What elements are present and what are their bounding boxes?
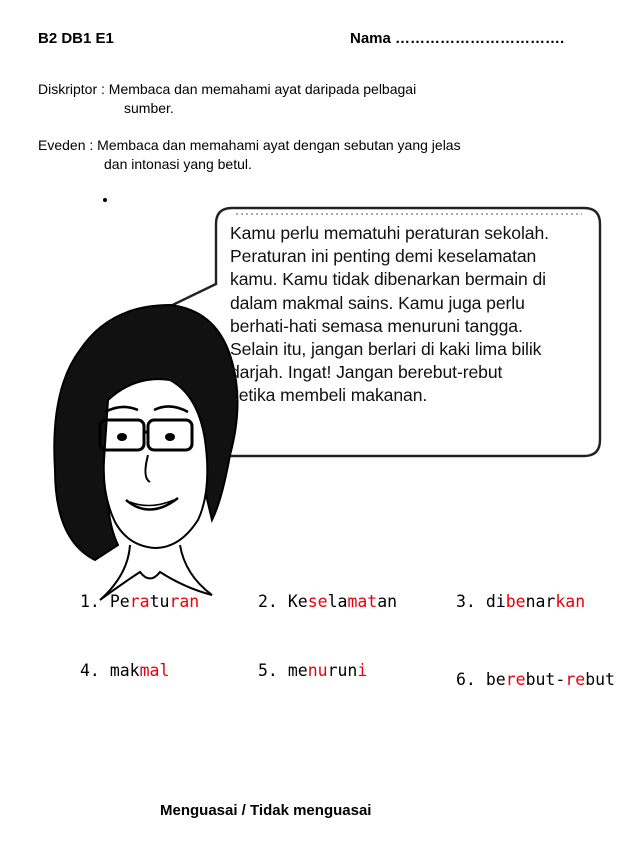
speech-line: kamu. Kamu tidak dibenarkan bermain di	[230, 269, 546, 290]
syllable-highlighted: mat	[347, 592, 378, 611]
syllable-highlighted: re	[505, 670, 526, 689]
speech-line: dalam makmal sains. Kamu juga perlu	[230, 292, 525, 313]
syllable: la	[327, 592, 348, 611]
word-item-4	[80, 661, 169, 680]
speech-line: Peraturan ini penting demi keselamatan	[230, 246, 537, 267]
syllable: an	[377, 592, 398, 611]
syllable: nar	[525, 592, 556, 611]
syllable-highlighted: be	[505, 592, 526, 611]
syllable-highlighted: re	[565, 670, 586, 689]
syllable: run	[327, 661, 358, 680]
speech-line: Kamu perlu mematuhi peraturan sekolah.	[230, 223, 549, 243]
speech-line: berhati-hati semasa menuruni tangga.	[230, 315, 523, 336]
speech-line: Selain itu, jangan berlari di kaki lima bilik	[230, 339, 542, 360]
syllable: but	[585, 670, 615, 689]
diskriptor-text: Diskriptor : Membaca dan memahami ayat daripada pelbagai	[38, 81, 417, 97]
word-item-5	[258, 661, 367, 680]
speech-line: ketika membeli makanan.	[230, 385, 428, 406]
word-number: 3.	[456, 592, 486, 611]
word-item-3	[456, 592, 585, 611]
syllable-highlighted: ra	[129, 592, 150, 611]
eveden-continuation: dan intonasi yang betul.	[104, 156, 252, 172]
word-number: 4.	[80, 661, 110, 680]
word-item-2	[258, 592, 397, 611]
syllable-highlighted: i	[357, 661, 368, 680]
syllable-highlighted: ran	[169, 592, 200, 611]
syllable: but-	[525, 670, 566, 689]
syllable-highlighted: se	[307, 592, 328, 611]
eveden-text: Eveden : Membaca dan memahami ayat dengan sebutan yang jelas	[38, 137, 461, 153]
syllable: me	[287, 661, 308, 680]
word-number: 1.	[80, 592, 110, 611]
syllable: Pe	[109, 592, 130, 611]
word-number: 6.	[456, 670, 486, 689]
syllable-highlighted: kan	[555, 592, 586, 611]
syllable-highlighted: nu	[307, 661, 328, 680]
word-number: 2.	[258, 592, 288, 611]
diskriptor-continuation: sumber.	[124, 100, 174, 116]
word-number: 5.	[258, 661, 288, 680]
syllable: tu	[149, 592, 170, 611]
syllable: be	[485, 670, 506, 689]
speech-bubble-text	[230, 222, 590, 408]
word-item-6	[456, 670, 615, 689]
syllable-highlighted: mal	[139, 661, 170, 680]
worksheet-code: B2 DB1 E1	[38, 30, 114, 47]
name-field-label: Nama …………………………….	[350, 30, 565, 47]
syllable: mak	[109, 661, 140, 680]
face	[104, 379, 208, 548]
syllable: di	[485, 592, 506, 611]
syllable: Ke	[287, 592, 308, 611]
speech-line: darjah. Ingat! Jangan berebut-rebut	[230, 362, 503, 383]
word-item-1	[80, 592, 199, 611]
assessment-status: Menguasai / Tidak menguasai	[160, 802, 372, 819]
